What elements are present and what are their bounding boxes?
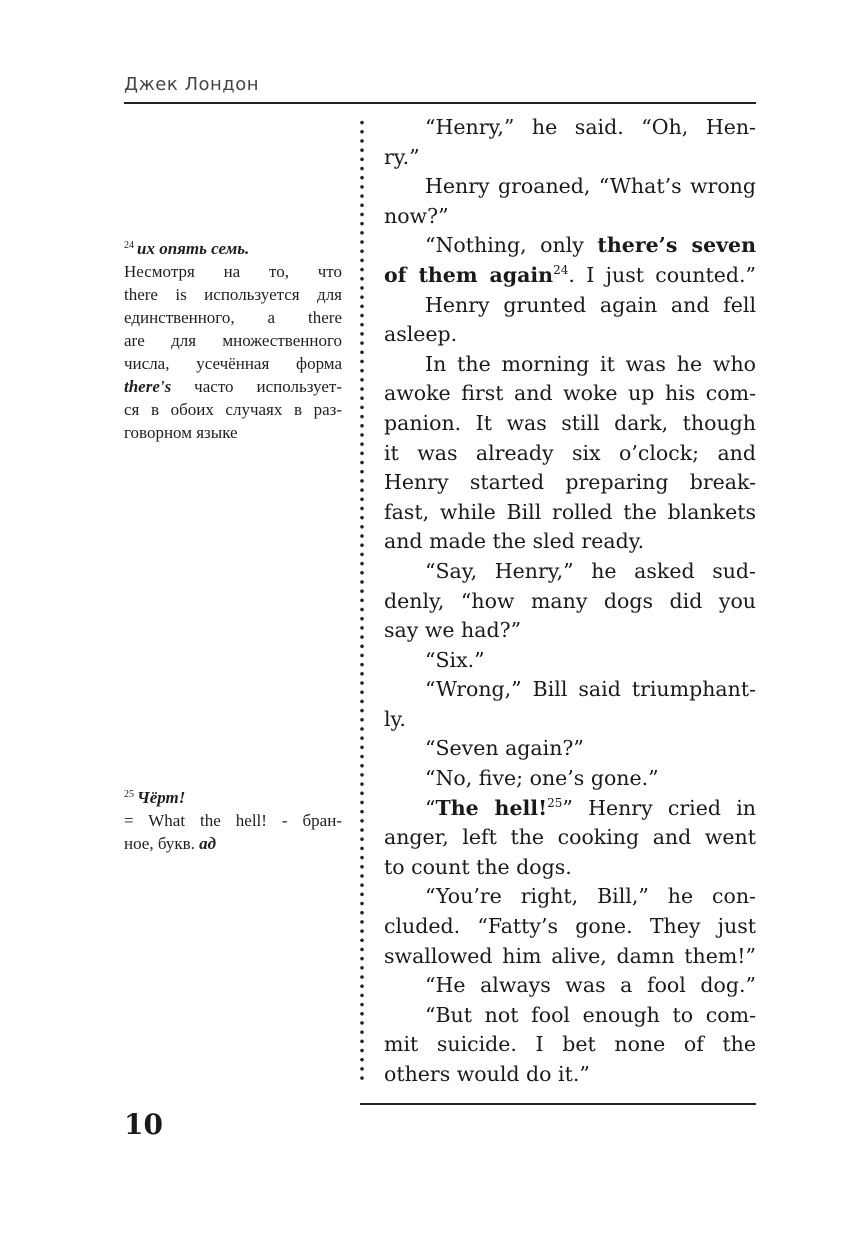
text-line: and made the sled ready. bbox=[384, 529, 645, 554]
footnote-text: часто использует- bbox=[171, 377, 342, 396]
header-rule bbox=[124, 102, 756, 104]
page-number: 10 bbox=[124, 1108, 163, 1141]
footnote-ref-24: 24 bbox=[553, 262, 569, 277]
text-line: “Seven again?” bbox=[425, 736, 584, 761]
text-line: now?” bbox=[384, 203, 449, 228]
text-line: ly. bbox=[384, 706, 406, 731]
text-line: cluded. “Fatty’s gone. They just bbox=[384, 914, 756, 939]
text-run: “ bbox=[425, 795, 436, 820]
text-line: ry.” bbox=[384, 144, 420, 169]
text-line: In the morning it was he who bbox=[425, 351, 756, 376]
footer-rule bbox=[360, 1103, 756, 1105]
text-line: Henry grunted again and fell bbox=[425, 292, 756, 317]
text-line: it was already six o’clock; and bbox=[384, 440, 756, 465]
footnote-headword: Чёрт! bbox=[137, 788, 186, 807]
text-line: say we had?” bbox=[384, 618, 522, 643]
text-line: Henry started preparing break- bbox=[384, 470, 756, 495]
footnote-number: 24 bbox=[124, 240, 134, 251]
footnote-line: = What the hell! - бран- bbox=[124, 811, 342, 830]
text-run: “Nothing, only bbox=[425, 233, 598, 258]
footnote-line: единственного, a there bbox=[124, 308, 342, 327]
text-line: asleep. bbox=[384, 322, 458, 347]
footnote-ref-25: 25 bbox=[547, 795, 563, 810]
text-line: “Wrong,” Bill said triumphant- bbox=[425, 677, 756, 702]
text-line: anger, left the cooking and went bbox=[384, 825, 756, 850]
footnote-term: ад bbox=[199, 834, 217, 853]
footnote-line: числа, усечённая форма bbox=[124, 354, 342, 373]
text-line: mit suicide. I bet none of the bbox=[384, 1032, 756, 1057]
text-line: “Six.” bbox=[425, 647, 485, 672]
footnote-term: there's bbox=[124, 377, 172, 396]
footnote-line: Несмотря на то, что bbox=[124, 262, 342, 281]
footnote-number: 25 bbox=[124, 789, 134, 800]
text-line: fast, while Bill rolled the blankets bbox=[384, 499, 756, 524]
text-line: “No, five; one’s gone.” bbox=[425, 766, 659, 791]
text-line: Henry groaned, “What’s wrong bbox=[425, 174, 756, 199]
text-line: “He always was a fool dog.” bbox=[425, 973, 756, 998]
footnote-line bbox=[124, 375, 342, 398]
text-line bbox=[384, 794, 756, 824]
text-line: swallowed him alive, damn them!” bbox=[384, 943, 756, 968]
text-line bbox=[384, 231, 756, 261]
footnote-line: говорном языке bbox=[124, 423, 238, 442]
footnote-25 bbox=[124, 783, 342, 855]
text-run: . I just counted.” bbox=[568, 262, 757, 287]
text-line: panion. It was still dark, though bbox=[384, 410, 756, 435]
bold-phrase: there’s seven bbox=[597, 233, 756, 258]
text-line: others would do it.” bbox=[384, 1062, 590, 1086]
text-line: to count the dogs. bbox=[384, 854, 572, 879]
text-line: “Say, Henry,” he asked sud- bbox=[425, 558, 756, 583]
text-line: awoke first and woke up his com- bbox=[384, 381, 756, 406]
text-line: “Henry,” he said. “Oh, Hen- bbox=[425, 115, 756, 139]
text-run: ” Henry cried in bbox=[562, 795, 756, 820]
text-line bbox=[384, 261, 756, 291]
text-line: “But not fool enough to com- bbox=[425, 1002, 756, 1027]
bold-phrase: of them again bbox=[384, 262, 554, 287]
running-header: Джек Лондон bbox=[124, 74, 259, 95]
bold-phrase: The hell! bbox=[435, 795, 548, 820]
footnote-line: are для множественного bbox=[124, 331, 342, 350]
footnote-line bbox=[124, 832, 342, 855]
footnote-text: ное, букв. bbox=[124, 834, 200, 853]
footnote-line: there is используется для bbox=[124, 285, 342, 304]
dotted-divider bbox=[360, 118, 364, 1083]
text-line: denly, “how many dogs did you bbox=[384, 588, 756, 613]
footnote-line: ся в обоих случаях в раз- bbox=[124, 400, 342, 419]
main-text bbox=[384, 113, 756, 1090]
text-line: “You’re right, Bill,” he con- bbox=[425, 884, 756, 909]
footnote-headword: их опять семь. bbox=[137, 239, 250, 258]
footnote-24 bbox=[124, 234, 342, 444]
